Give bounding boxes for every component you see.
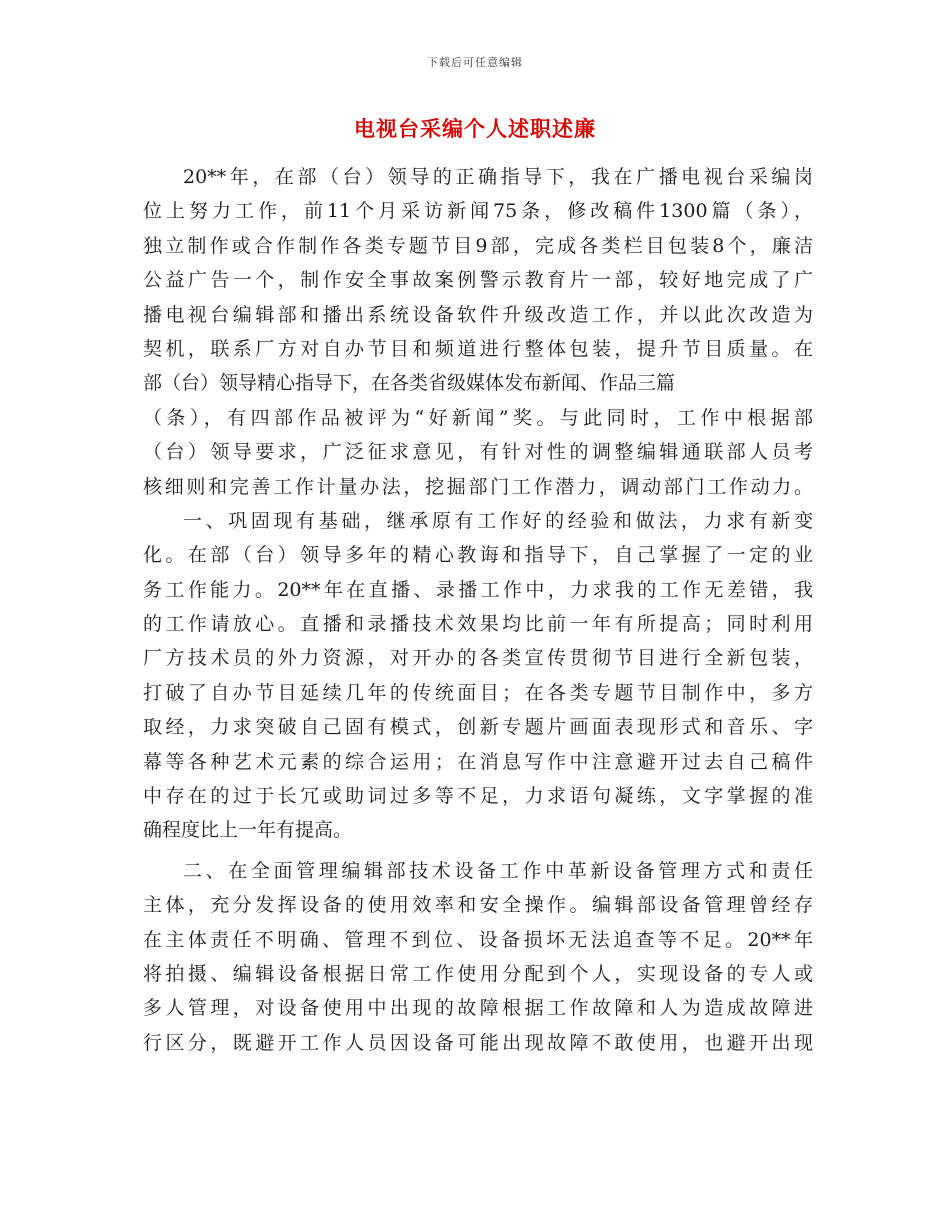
paragraph-line: 一、巩固现有基础，继承原有工作好的经验和做法，力求有新变 (183, 509, 813, 532)
paragraph-line: 契机，联系厂方对自办节目和频道进行整体包装，提升节目质量。在 (143, 337, 813, 360)
document-body (143, 160, 813, 1060)
paragraph-line: 部（台）领导精心指导下，在各类省级媒体发布新闻、作品三篇 (143, 372, 676, 395)
paragraph-line: （台）领导要求，广泛征求意见，有针对性的调整编辑通联部人员考 (143, 441, 813, 464)
paragraph-line: 行区分，既避开工作人员因设备可能出现故障不敢使用，也避开出现 (143, 1031, 813, 1054)
paragraph-line: 多人管理，对设备使用中出现的故障根据工作故障和人为造成故障进 (143, 997, 813, 1020)
paragraph-line: 独立制作或合作制作各类专题节目9部，完成各类栏目包装8个，廉洁 (143, 234, 813, 257)
paragraph-line: 将拍摄、编辑设备根据日常工作使用分配到个人，实现设备的专人或 (143, 962, 813, 985)
paragraph-line: 主体，充分发挥设备的使用效率和安全操作。编辑部设备管理曾经存 (143, 894, 813, 917)
paragraph-line: 幕等各种艺术元素的综合运用；在消息写作中注意避开过去自己稿件 (143, 750, 813, 773)
paragraph-line: 化。在部（台）领导多年的精心教诲和指导下，自己掌握了一定的业 (143, 544, 813, 567)
paragraph-line: 播电视台编辑部和播出系统设备软件升级改造工作，并以此次改造为 (143, 303, 813, 326)
paragraph-1 (143, 160, 813, 504)
paragraph-line: 厂方技术员的外力资源，对开办的各类宣传贯彻节目进行全新包装， (143, 647, 813, 670)
paragraph-line: 核细则和完善工作计量办法，挖掘部门工作潜力，调动部门工作动力。 (143, 475, 813, 498)
paragraph-line: 在主体责任不明确、管理不到位、设备损坏无法追查等不足。20**年 (143, 928, 813, 951)
paragraph-2 (143, 504, 813, 848)
paragraph-line: 的工作请放心。直播和录播技术效果均比前一年有所提高；同时利用 (143, 613, 813, 636)
paragraph-line: 务工作能力。20**年在直播、录播工作中，力求我的工作无差错，我 (143, 578, 813, 601)
paragraph-line: （条），有四部作品被评为“好新闻”奖。与此同时，工作中根据部 (143, 406, 813, 429)
header-note: 下载后可任意编辑 (427, 56, 523, 69)
paragraph-3 (143, 854, 813, 1060)
document-title: 电视台采编个人述职述廉 (354, 116, 596, 141)
paragraph-line: 中存在的过于长冗或助词过多等不足，力求语句凝练，文字掌握的准 (143, 785, 813, 808)
paragraph-line: 公益广告一个，制作安全事故案例警示教育片一部，较好地完成了广 (143, 269, 813, 292)
paragraph-line: 20**年，在部（台）领导的正确指导下，我在广播电视台采编岗 (183, 166, 813, 188)
paragraph-line: 位上努力工作，前11个月采访新闻75条，修改稿件1300篇（条）， (143, 200, 813, 223)
paragraph-line: 二、在全面管理编辑部技术设备工作中革新设备管理方式和责任 (183, 859, 813, 882)
paragraph-line: 取经，力求突破自己固有模式，创新专题片画面表现形式和音乐、字 (143, 716, 813, 739)
paragraph-line: 打破了自办节目延续几年的传统面目；在各类专题节目制作中，多方 (143, 681, 813, 704)
paragraph-line: 确程度比上一年有提高。 (143, 819, 353, 842)
